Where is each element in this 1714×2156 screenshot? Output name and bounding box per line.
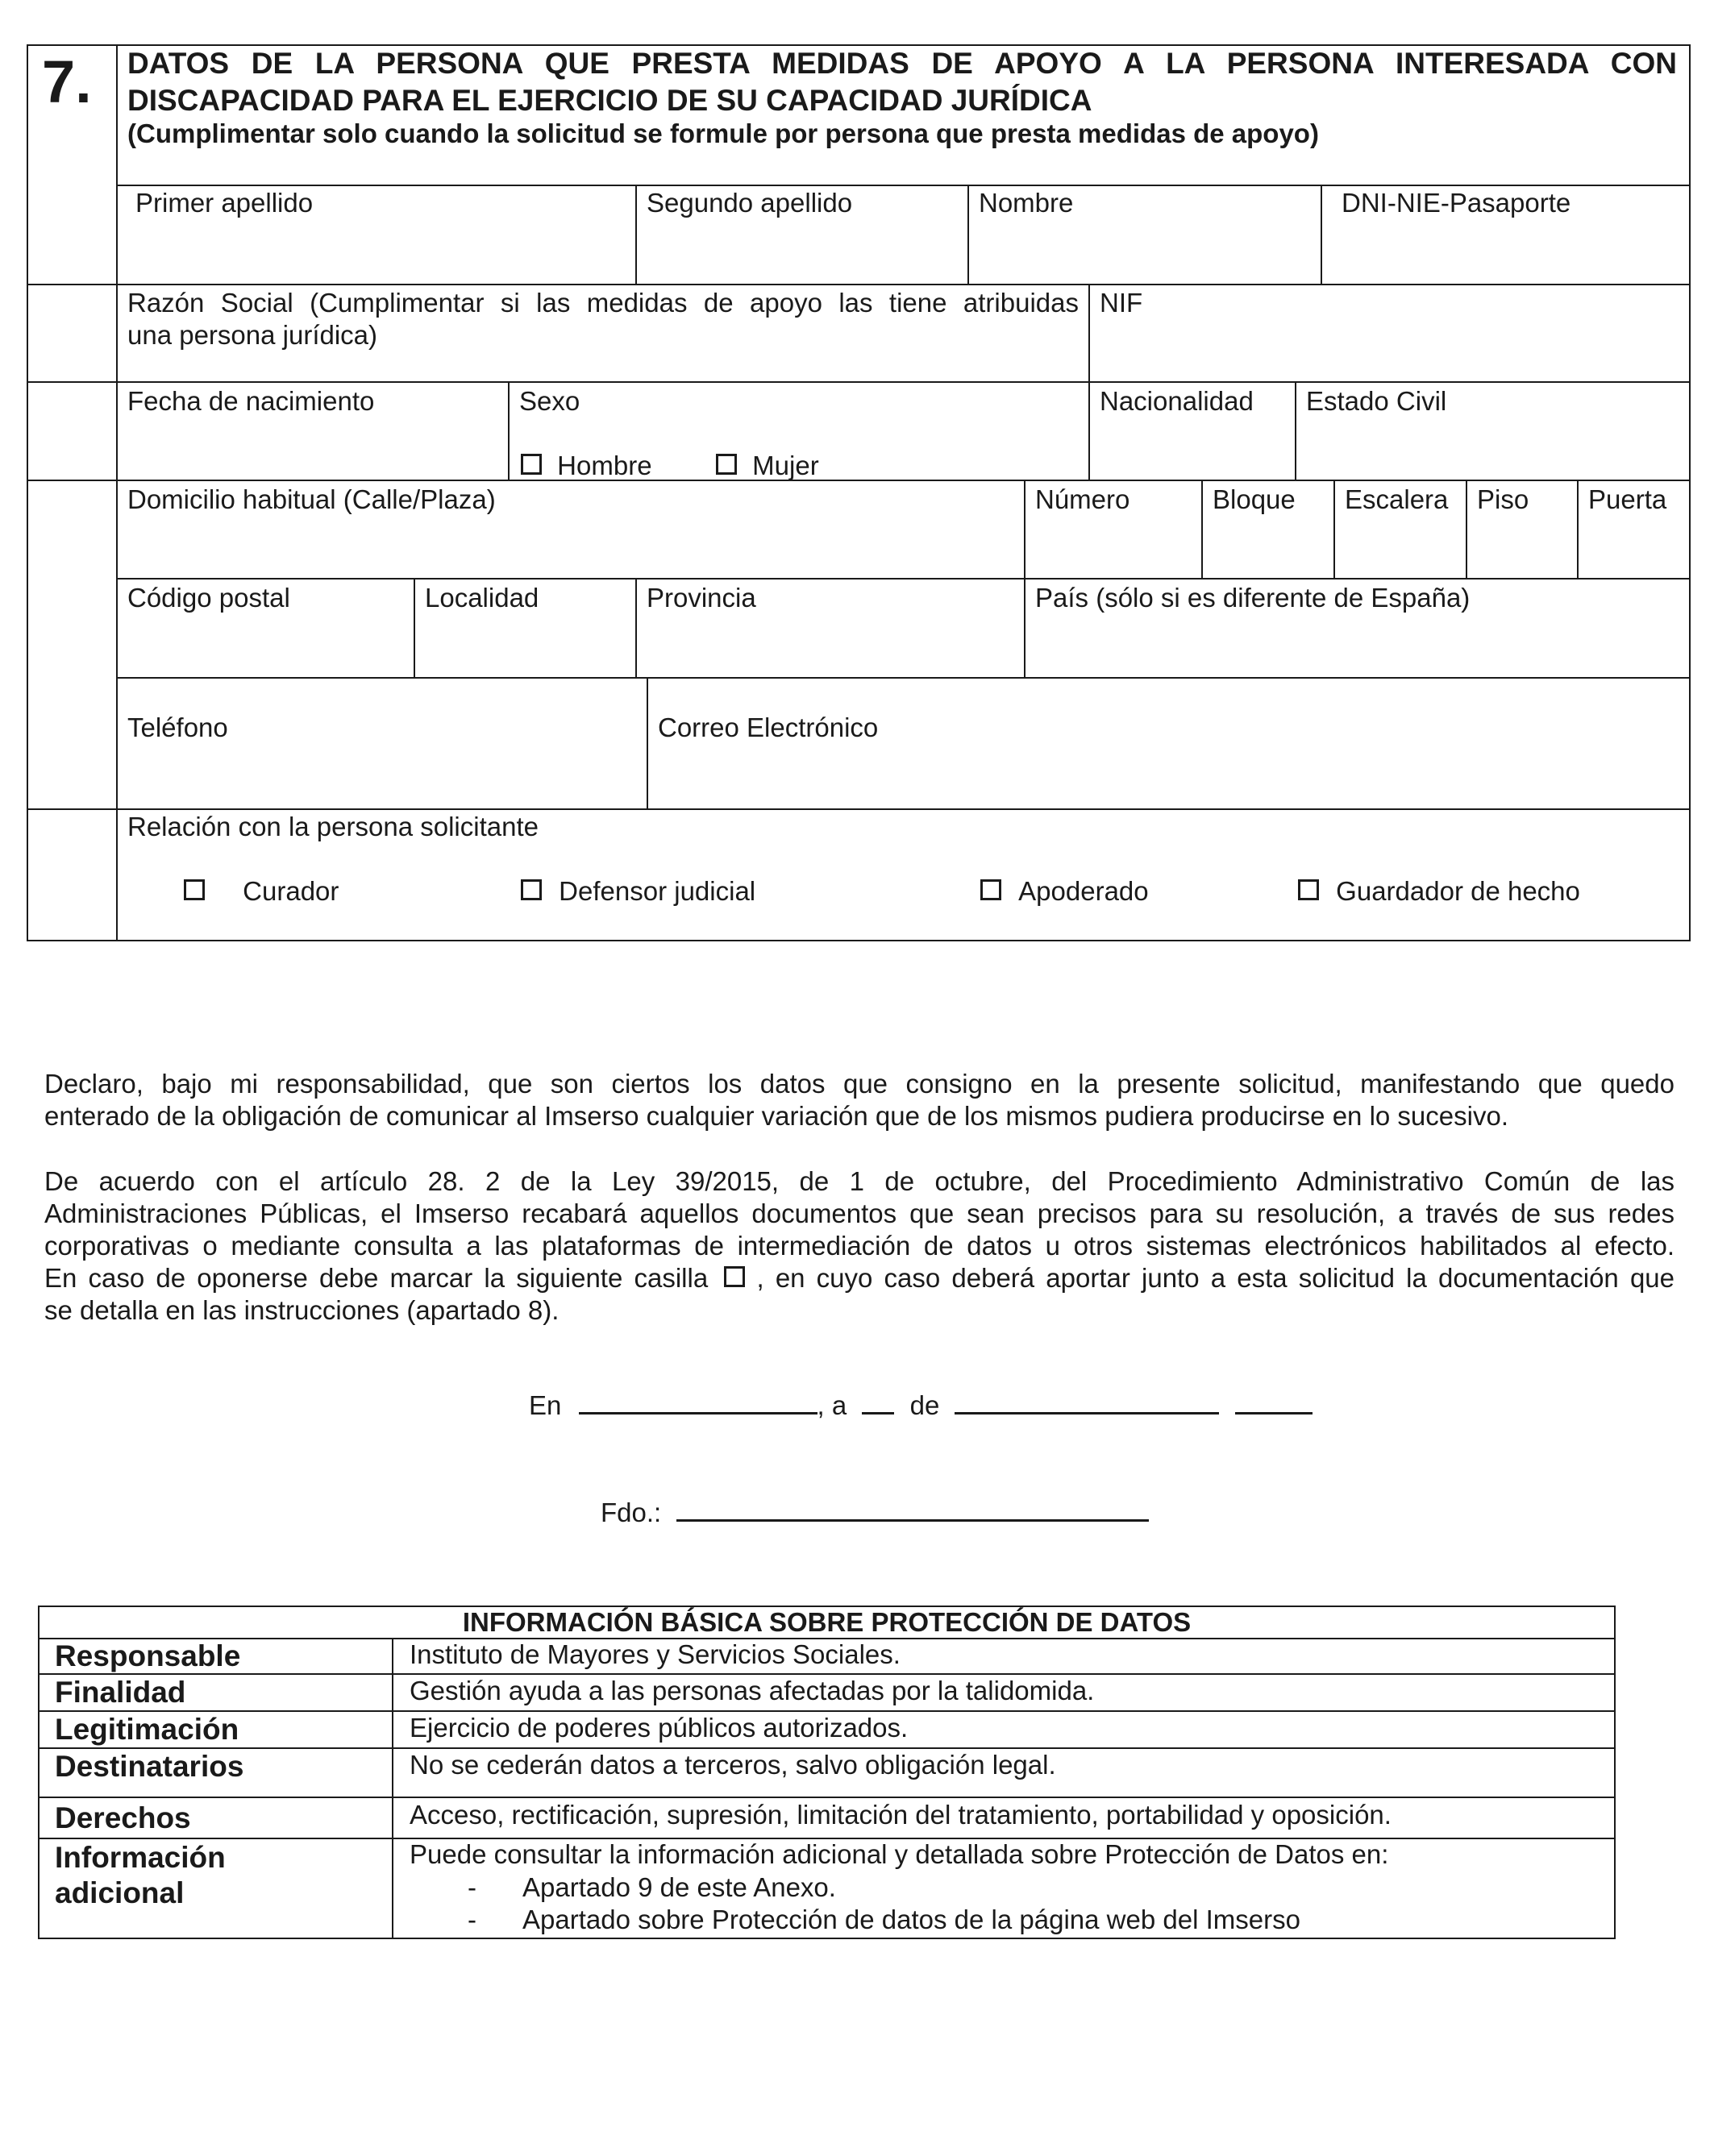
label-en: En: [529, 1390, 562, 1420]
option-hombre[interactable]: [521, 450, 652, 482]
place-date-line: [529, 1388, 1313, 1422]
option-defensor-judicial[interactable]: [521, 875, 755, 908]
checkbox-mujer[interactable]: [716, 454, 737, 475]
checkbox-defensor-judicial[interactable]: [521, 879, 542, 900]
field-puerta[interactable]: Puerta: [1588, 484, 1667, 514]
field-razon-social[interactable]: Razón Social (Cumplimentar si las medidas de apoyo las tiene atribuidas: [127, 288, 1079, 318]
field-correo[interactable]: Correo Electrónico: [658, 712, 879, 742]
dp-key-responsable: Responsable: [55, 1639, 241, 1672]
declaration-p1-line2: enterado de la obligación de comunicar al Imserso cualquier variación que de los mismos pudiera producirse en lo sucesivo.: [44, 1101, 1508, 1131]
dp-value-destinatarios: No se cederán datos a terceros, salvo obligación legal.: [410, 1750, 1056, 1780]
label-de: de: [909, 1390, 940, 1420]
year-blank[interactable]: [1235, 1388, 1313, 1414]
dp-key-info-adicional: Información: [55, 1841, 226, 1874]
checkbox-apoderado[interactable]: [980, 879, 1001, 900]
section-title-line2: DISCAPACIDAD PARA EL EJERCICIO DE SU CAPACIDAD JURÍDICA: [127, 84, 1092, 117]
field-primer-apellido[interactable]: Primer apellido: [135, 188, 314, 218]
option-mujer[interactable]: [716, 450, 819, 482]
declaration-p2-line2: Administraciones Públicas, el Imserso recabará aquellos documentos que sean precisos para su resolución, a través de sus redes: [44, 1198, 1674, 1228]
dp-key-info-adicional-line2: adicional: [55, 1876, 185, 1909]
field-provincia[interactable]: Provincia: [647, 583, 756, 613]
signature-line: [601, 1495, 1149, 1529]
field-numero[interactable]: Número: [1035, 484, 1130, 514]
signature-blank[interactable]: [676, 1495, 1149, 1522]
declaration-p2-line4: [44, 1262, 1674, 1294]
dp-value-derechos: Acceso, rectificación, supresión, limitación del tratamiento, portabilidad y oposición.: [410, 1800, 1392, 1830]
field-estado-civil[interactable]: Estado Civil: [1306, 386, 1447, 416]
field-bloque[interactable]: Bloque: [1213, 484, 1296, 514]
checkbox-oposicion[interactable]: [724, 1266, 745, 1287]
declaration-paragraph-1: [44, 1068, 1674, 1132]
declaration-p2-line4-pre: En caso de oponerse debe marcar la siguiente casilla: [44, 1263, 709, 1293]
field-pais[interactable]: País (sólo si es diferente de España): [1035, 583, 1471, 613]
field-razon-social-line2: una persona jurídica): [127, 320, 378, 350]
option-curador[interactable]: [184, 875, 339, 908]
declaration-p1-line1: Declaro, bajo mi responsabilidad, que son ciertos los datos que consigno en la presente solicitud, manifestando que quedo: [44, 1069, 1674, 1099]
checkbox-guardador-de-hecho[interactable]: [1298, 879, 1319, 900]
label-defensor-judicial: Defensor judicial: [559, 876, 756, 906]
section-number: 7.: [42, 48, 92, 115]
field-nombre[interactable]: Nombre: [979, 188, 1074, 218]
dp-key-derechos: Derechos: [55, 1801, 191, 1834]
declaration-paragraph-2: [44, 1165, 1674, 1327]
checkbox-curador[interactable]: [184, 879, 205, 900]
option-apoderado[interactable]: [980, 875, 1149, 908]
field-localidad[interactable]: Localidad: [425, 583, 539, 613]
dp-info-item-1: Apartado 9 de este Anexo.: [522, 1872, 836, 1902]
dp-key-legitimacion: Legitimación: [55, 1713, 239, 1746]
month-blank[interactable]: [955, 1388, 1219, 1414]
place-blank[interactable]: [579, 1388, 817, 1414]
field-nif[interactable]: NIF: [1100, 288, 1143, 318]
field-codigo-postal[interactable]: Código postal: [127, 583, 290, 613]
field-escalera[interactable]: Escalera: [1345, 484, 1449, 514]
field-piso[interactable]: Piso: [1477, 484, 1529, 514]
declaration-p2-line5: se detalla en las instrucciones (apartado 8).: [44, 1295, 560, 1325]
section-subtitle: (Cumplimentar solo cuando la solicitud se formule por persona que presta medidas de apoyo): [127, 118, 1319, 148]
field-telefono[interactable]: Teléfono: [127, 712, 228, 742]
checkbox-hombre[interactable]: [521, 454, 542, 475]
label-a: , a: [817, 1390, 847, 1420]
day-blank[interactable]: [862, 1388, 894, 1414]
field-nacionalidad[interactable]: Nacionalidad: [1100, 386, 1254, 416]
section-title: DATOS DE LA PERSONA QUE PRESTA MEDIDAS DE APOYO A LA PERSONA INTERESADA CON: [127, 47, 1677, 80]
field-sexo: Sexo: [519, 386, 580, 416]
dp-value-finalidad: Gestión ayuda a las personas afectadas por la talidomida.: [410, 1676, 1095, 1705]
dp-key-finalidad: Finalidad: [55, 1676, 186, 1709]
field-fecha-nacimiento[interactable]: Fecha de nacimiento: [127, 386, 375, 416]
dp-bullet-2: -: [468, 1905, 476, 1934]
label-fdo: Fdo.:: [601, 1498, 662, 1527]
label-guardador-de-hecho: Guardador de hecho: [1336, 876, 1580, 906]
dp-value-info-intro: Puede consultar la información adicional y detallada sobre Protección de Datos en:: [410, 1839, 1389, 1869]
field-dni[interactable]: DNI-NIE-Pasaporte: [1342, 188, 1571, 218]
dp-value-legitimacion: Ejercicio de poderes públicos autorizados.: [410, 1713, 909, 1743]
declaration-p2-line3: corporativas o mediante consulta a las plataformas de intermediación de datos u otros sistemas electrónicos habilitados al efecto.: [44, 1231, 1674, 1261]
dp-info-item-2[interactable]: Apartado sobre Protección de datos de la página web del Imserso: [522, 1905, 1300, 1934]
field-domicilio[interactable]: Domicilio habitual (Calle/Plaza): [127, 484, 496, 514]
dp-bullet-1: -: [468, 1872, 476, 1902]
label-apoderado: Apoderado: [1018, 876, 1149, 906]
data-protection-heading: INFORMACIÓN BÁSICA SOBRE PROTECCIÓN DE DATOS: [462, 1607, 1192, 1637]
dp-value-responsable: Instituto de Mayores y Servicios Sociales.: [410, 1639, 901, 1669]
label-hombre: Hombre: [557, 451, 652, 480]
field-relacion: Relación con la persona solicitante: [127, 812, 539, 841]
option-guardador-de-hecho[interactable]: [1298, 875, 1580, 908]
label-mujer: Mujer: [752, 451, 819, 480]
declaration-p2-line1: De acuerdo con el artículo 28. 2 de la Ley 39/2015, de 1 de octubre, del Procedimiento Administrativo Común de las: [44, 1166, 1674, 1196]
label-curador: Curador: [243, 876, 339, 906]
dp-key-destinatarios: Destinatarios: [55, 1750, 244, 1783]
declaration-p2-line4-post: , en cuyo caso deberá aportar junto a esta solicitud la documentación que: [756, 1263, 1674, 1293]
field-segundo-apellido[interactable]: Segundo apellido: [647, 188, 853, 218]
